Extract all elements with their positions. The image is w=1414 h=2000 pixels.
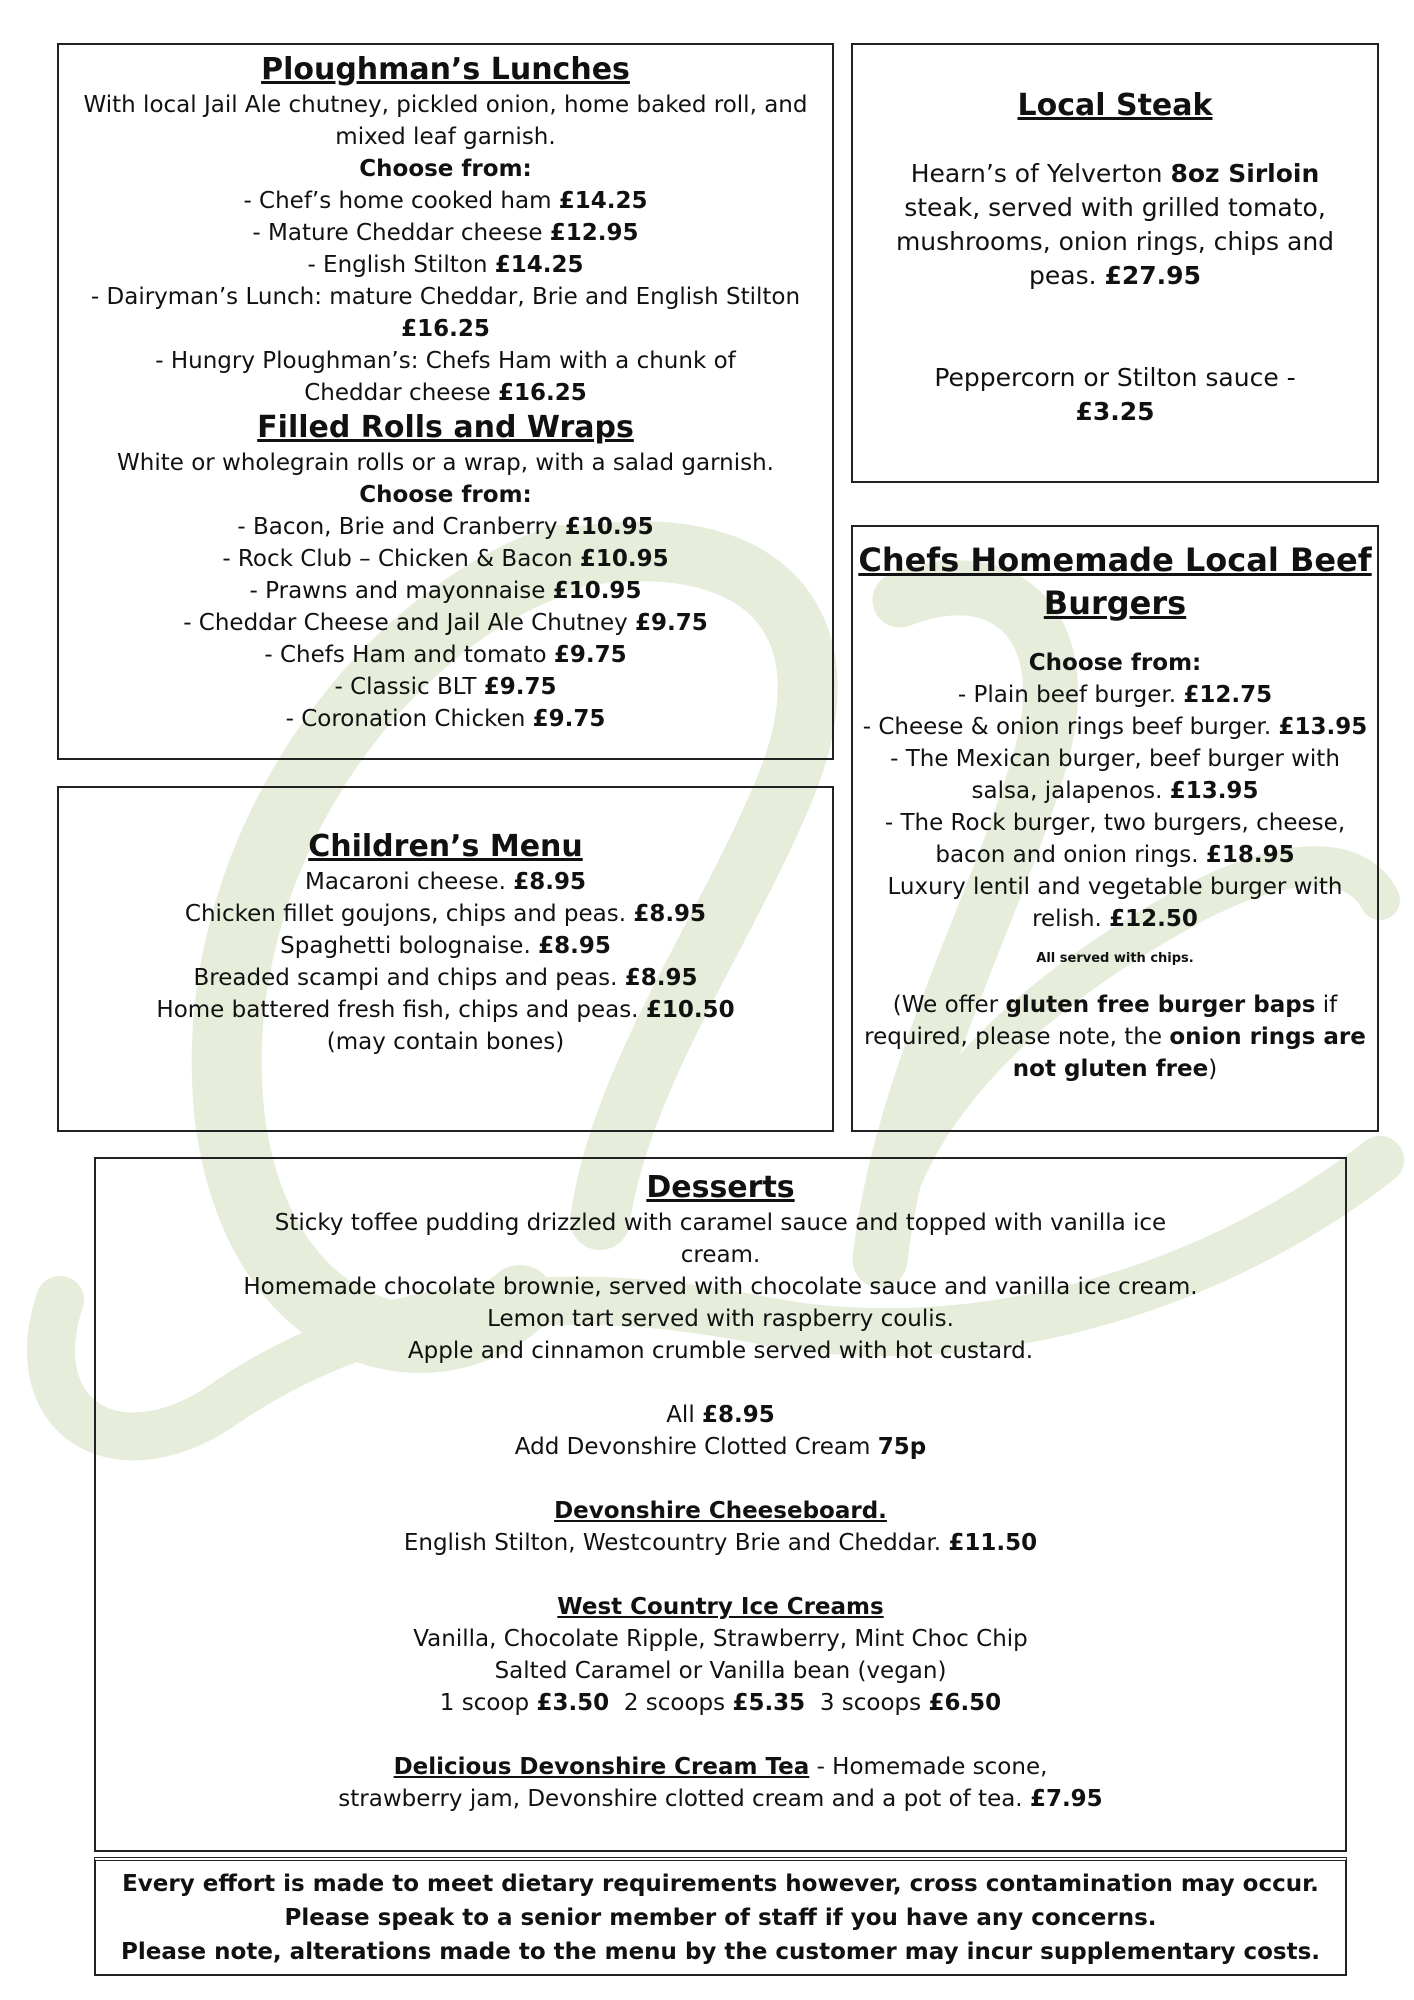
steak-desc-line-3: mushrooms, onion rings, chips and — [895, 227, 1335, 256]
menu-item: - Cheese & onion rings beef burger. £13.95 — [862, 714, 1368, 740]
desserts-price: All £8.95 — [666, 1402, 775, 1428]
price: £16.25 — [498, 380, 587, 406]
cream-tea-line-1: Delicious Devonshire Cream Tea - Homemade scone, — [393, 1754, 1048, 1780]
childrens-panel — [57, 786, 834, 1132]
childrens-title: Children’s Menu — [308, 829, 583, 864]
ploughmans-rolls-panel — [57, 43, 834, 760]
menu-item: - Classic BLT £9.75 — [334, 674, 557, 700]
price: £10.95 — [564, 514, 654, 540]
ploughmans-title: Ploughman’s Lunches — [261, 52, 630, 87]
menu-item: - English Stilton £14.25 — [307, 252, 584, 278]
price: £8.95 — [538, 933, 611, 959]
disclaimer-line-3: Please note, alterations made to the menu by the customer may incur supplementary costs. — [121, 1939, 1320, 1965]
price: £12.50 — [1109, 906, 1198, 932]
menu-item: - The Rock burger, two burgers, cheese, — [884, 810, 1346, 836]
steak-desc-line-1: Hearn’s of Yelverton 8oz Sirloin — [910, 159, 1320, 188]
burgers-served-note: All served with chips. — [1036, 951, 1194, 966]
menu-item: - Mature Cheddar cheese £12.95 — [252, 220, 639, 246]
dessert-item: cream. — [680, 1242, 761, 1268]
dessert-item: Apple and cinnamon crumble served with hot custard. — [407, 1338, 1034, 1364]
menu-item: Cheddar cheese £16.25 — [304, 380, 587, 406]
menu-item: - Bacon, Brie and Cranberry £10.95 — [237, 514, 654, 540]
cheeseboard-desc: English Stilton, Westcountry Brie and Cheddar. £11.50 — [403, 1530, 1038, 1556]
cream-tea-line-2: strawberry jam, Devonshire clotted cream and a pot of tea. £7.95 — [338, 1786, 1103, 1812]
burgers-choose-label: Choose from: — [1028, 650, 1202, 676]
menu-item: Luxury lentil and vegetable burger with — [887, 874, 1343, 900]
ice-creams-prices: 1 scoop £3.50 2 scoops £5.35 3 scoops £6.50 — [439, 1690, 1002, 1716]
price: £27.95 — [1104, 261, 1201, 290]
ploughmans-intro-line-2: mixed leaf garnish. — [335, 124, 556, 150]
price: £13.95 — [1169, 778, 1259, 804]
desserts-title: Desserts — [646, 1170, 795, 1205]
menu-item: - Plain beef burger. £12.75 — [957, 682, 1273, 708]
price: £12.75 — [1183, 682, 1273, 708]
childrens-note: (may contain bones) — [326, 1029, 565, 1055]
menu-item: bacon and onion rings. £18.95 — [935, 842, 1295, 868]
gluten-free-line-3: not gluten free) — [1012, 1056, 1218, 1082]
gluten-free-line-1: (We offer gluten free burger baps if — [892, 992, 1338, 1018]
rolls-choose-label: Choose from: — [359, 482, 532, 508]
price: £8.95 — [624, 965, 698, 991]
menu-item: - Cheddar Cheese and Jail Ale Chutney £9.75 — [183, 610, 708, 636]
steak-panel — [851, 43, 1379, 483]
menu-item: Home battered fresh fish, chips and peas. £10.50 — [156, 997, 735, 1023]
menu-item: salsa, jalapenos. £13.95 — [971, 778, 1259, 804]
rolls-title: Filled Rolls and Wraps — [257, 410, 634, 445]
steak-sauce-line: Peppercorn or Stilton sauce - — [934, 363, 1296, 392]
clotted-cream-addon: Add Devonshire Clotted Cream 75p — [514, 1434, 927, 1460]
price: £18.95 — [1205, 842, 1295, 868]
price: £9.75 — [553, 642, 627, 668]
price: £14.25 — [558, 188, 648, 214]
price: £8.95 — [513, 869, 587, 895]
ice-creams-flavours-2: Salted Caramel or Vanilla bean (vegan) — [494, 1658, 947, 1684]
ice-creams-title: West Country Ice Creams — [557, 1594, 884, 1620]
steak-desc-line-4: peas. £27.95 — [1029, 261, 1201, 290]
dessert-item: Lemon tart served with raspberry coulis. — [487, 1306, 954, 1332]
steak-desc-line-2: steak, served with grilled tomato, — [904, 193, 1326, 222]
price: £14.25 — [494, 252, 584, 278]
menu-item: - Hungry Ploughman’s: Chefs Ham with a chunk of — [155, 348, 736, 374]
ice-creams-flavours-1: Vanilla, Chocolate Ripple, Strawberry, Mint Choc Chip — [413, 1626, 1028, 1652]
desserts-panel — [94, 1157, 1347, 1852]
ploughmans-intro-line-1: With local Jail Ale chutney, pickled onion, home baked roll, and — [83, 92, 808, 118]
price: £8.95 — [633, 901, 707, 927]
price: £7.95 — [1029, 1786, 1103, 1812]
rolls-intro: White or wholegrain rolls or a wrap, with a salad garnish. — [117, 450, 774, 476]
price: £9.75 — [635, 610, 708, 636]
gluten-free-line-2: required, please note, the onion rings are — [864, 1024, 1366, 1050]
menu-item: - The Mexican burger, beef burger with — [890, 746, 1340, 772]
price: £16.25 — [401, 316, 490, 342]
price: £13.95 — [1278, 714, 1368, 740]
steak-title: Local Steak — [1017, 88, 1213, 123]
burgers-title-line-2: Burgers — [1043, 584, 1187, 622]
menu-item: relish. £12.50 — [1032, 906, 1198, 932]
menu-item: - Chef’s home cooked ham £14.25 — [243, 188, 648, 214]
menu-item: Spaghetti bolognaise. £8.95 — [280, 933, 611, 959]
cream-tea-title: Delicious Devonshire Cream Tea — [393, 1754, 810, 1780]
burgers-title-line-1: Chefs Homemade Local Beef — [858, 541, 1372, 579]
disclaimer-panel — [94, 1857, 1347, 1976]
menu-item: - Prawns and mayonnaise £10.95 — [249, 578, 642, 604]
price: £10.95 — [552, 578, 642, 604]
menu-item: - Dairyman’s Lunch: mature Cheddar, Brie and English Stilton — [90, 284, 801, 310]
menu-item: - Rock Club – Chicken & Bacon £10.95 — [222, 546, 669, 572]
burgers-panel — [851, 525, 1379, 1132]
price: £9.75 — [483, 674, 557, 700]
cheeseboard-title: Devonshire Cheeseboard. — [554, 1498, 887, 1524]
price: £12.95 — [549, 220, 639, 246]
menu-item: - Chefs Ham and tomato £9.75 — [264, 642, 627, 668]
steak-sauce-price: £3.25 — [1075, 397, 1155, 426]
price: £10.50 — [645, 997, 735, 1023]
price: £10.95 — [579, 546, 669, 572]
menu-item: Chicken fillet goujons, chips and peas. £8.95 — [184, 901, 707, 927]
dessert-item: Homemade chocolate brownie, served with chocolate sauce and vanilla ice cream. — [243, 1274, 1198, 1300]
menu-item: Breaded scampi and chips and peas. £8.95 — [193, 965, 698, 991]
menu-item: Macaroni cheese. £8.95 — [304, 869, 587, 895]
price: £11.50 — [948, 1530, 1038, 1556]
menu-item: - Coronation Chicken £9.75 — [285, 706, 606, 732]
disclaimer-line-1: Every effort is made to meet dietary requirements however, cross contamination may occur. — [122, 1871, 1319, 1897]
price: £9.75 — [532, 706, 606, 732]
dessert-item: Sticky toffee pudding drizzled with caramel sauce and topped with vanilla ice — [274, 1210, 1167, 1236]
ploughmans-choose-label: Choose from: — [359, 156, 532, 182]
disclaimer-line-2: Please speak to a senior member of staff if you have any concerns. — [284, 1905, 1157, 1931]
